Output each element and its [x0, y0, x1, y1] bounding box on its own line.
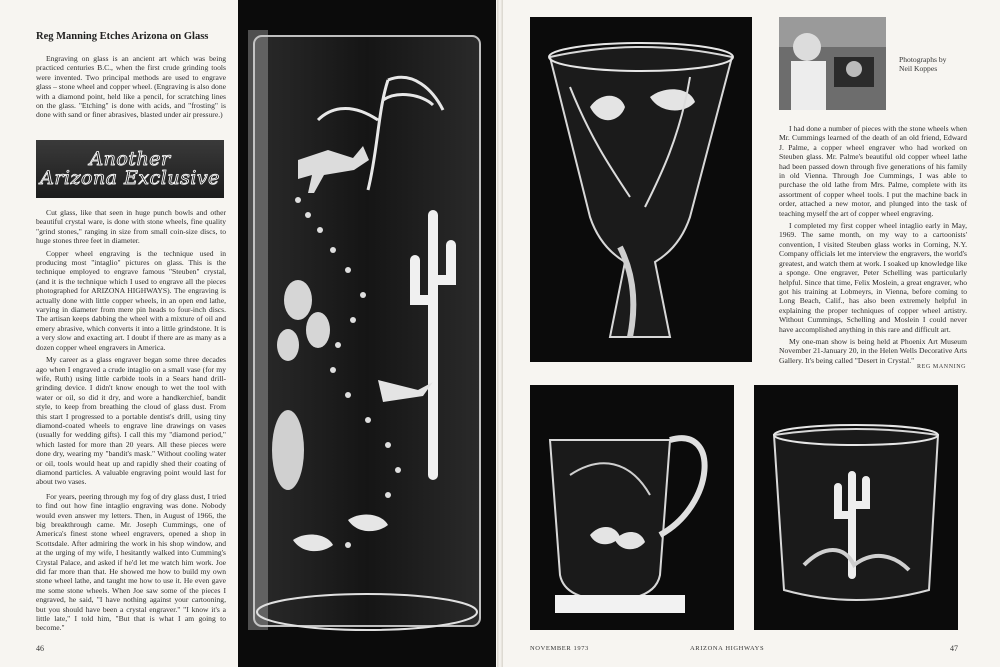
quail-vase-illustration	[530, 17, 752, 362]
col1-paragraph: Cut glass, like that seen in huge punch bowls and other beautiful crystal ware, is done with stone wheels, fine quality "grind stones," ranging in size from small coin-size discs, to huge stones three feet in diameter.	[36, 208, 226, 246]
col2-paragraph: My one-man show is being held at Phoenix Art Museum November 21-January 20, in the Helen Wells Decorative Arts Gallery. It's being called "Desert in Crystal."	[779, 336, 967, 365]
page-gutter	[497, 0, 503, 667]
col1-paragraph: My career as a glass engraver began some three decades ago when I engraved a crude intaglio on a small vase (for my wife, Ruth) using little carbide tools in a Sears hand drill-grinding device. I didn't know enough to wet the tool with water or oil, so did it dry, and wore a handkerchief, bandit style, to keep from breathing the cloud of glass dust. From this start I progressed to a portable dentist's drill, using tiny diamond-coated wheels to engrave line drawings on vases (usually for wedding gifts). I call this my "diamond period," which lasted for more than 20 years. All these pieces were done dry, wearing my "bandit's mask." Without cooling water or oil, tools would heat up and rapidly shed their coating of diamond particles. A valuable engraving point would last for about two vases.	[36, 355, 226, 487]
exclusive-banner	[36, 140, 224, 198]
intro-paragraph	[36, 54, 226, 123]
saguaro-vase-photo	[754, 385, 958, 630]
engraver-illustration	[779, 17, 886, 110]
article-title: Reg Manning Etches Arizona on Glass	[36, 31, 209, 42]
column-one	[36, 208, 226, 636]
col1-paragraph: For years, peering through my fog of dry glass dust, I tried to find out how fine intaglio engraving was done. Nobody would even answer my letters. Then, in August of 1966, the big breakthrough came. Mr. Joseph Cummings, one of America's finest stone wheel engravers, opened a shop in Scottsdale. After admiring the work in his shop window, and at the urging of my wife, I hesitantly walked into Cumming's Crystal Palace, and asked if he'd let me watch him work. Joe did far more than that. He showed me how to build my own stone wheel lathe, and taught me how to use it. He even gave me some stone wheels. When Joe saw some of the pieces I engraved, he said, "I have nothing against your cartooning, but you should have been a crystal engraver." "I know it's a little late," I told him, "But that is what I am going to become."	[36, 491, 226, 633]
byline: REG MANNING	[917, 364, 967, 370]
tall-vase-photo	[238, 0, 496, 667]
photo-credit	[899, 55, 989, 73]
quail-vase-photo	[530, 17, 752, 362]
photo-credit-line-2: Neil Koppes	[899, 64, 938, 73]
issue-date: NOVEMBER 1973	[530, 645, 589, 652]
photo-credit-line-1: Photographs by	[899, 55, 947, 64]
pitcher-photo	[530, 385, 734, 630]
col1-paragraph: Copper wheel engraving is the technique used in producing most "intaglio" pictures on glass. This is the technique employed to engrave famous "Steuben" crystal, (and it is the technique which I used to engrave all the pieces photographed for ARIZONA HIGHWAYS). The engraving is actually done with little copper wheels, in an open end lathe, varying in diameter from mere pin heads to four-inch discs. The artisan keeps dabbing the wheel with a mixture of oil and emery abrasive, which converts it into a little grindstone. It is a very slow and exacting art. I doubt if there are as many as a dozen copper wheel engravers in America.	[36, 248, 226, 352]
right-page-number: 47	[950, 644, 958, 653]
col2-paragraph: I had done a number of pieces with the stone wheels when Mr. Cummings learned of the death of an old friend, Edward J. Palme, a copper wheel engraver who had worked on Steuben glass. Mr. Palme's beautiful old copper wheel lathe had been passed down through five generations of his family in old Vienna. Through Joe Cummings, I was able to purchase the old lathe from Mrs. Palme, complete with its assortment of copper wheel tools. I put the machine back in order, attached a new motor, and plunged into the task of teaching myself the art of copper wheel engraving.	[779, 124, 967, 218]
column-two	[779, 124, 967, 368]
banner-line-1: Another	[89, 148, 171, 170]
engraver-at-work-photo	[779, 17, 886, 110]
saguaro-vase-illustration	[754, 385, 958, 630]
banner-line-2: Arizona Exclusive	[40, 167, 220, 189]
intro-text: Engraving on glass is an ancient art which was being practiced centuries B.C., when the first crude grinding tools were invented. Two principal methods are used to engrave glass – stone wheel and copper wheel. (Engraving is also done with a diamond point, held like a pencil, for scratching lines on the glass. "Etching" is done with acids, and "frosting" is done with sand or finer abrasives, blasted under air pressure.)	[36, 54, 227, 120]
left-page-number: 46	[36, 644, 44, 653]
col2-paragraph: I completed my first copper wheel intaglio early in May, 1969. The same month, on my way to a cartoonists' convention, I visited Steuben glass works in Corning, N.Y. Company officials let me interview the engravers, the world's greatest, and watch them at work. I soaked up knowledge like a sponge. One engraver, Peter Schelling was particularly helpful. Since that time, Felix Moslein, a great engraver, who got his training at Lobmeyrs, in Vienna, before coming to Long Beach, Calif., has also been extremely helpful in explaining the proper techniques of copper wheel artistry. Without Cummings, Schelling and Moslein I could never have accomplished anything in this rare and difficult art.	[779, 221, 967, 334]
pitcher-illustration	[530, 385, 734, 630]
tall-vase-illustration	[238, 0, 496, 667]
magazine-name: ARIZONA HIGHWAYS	[690, 645, 765, 652]
